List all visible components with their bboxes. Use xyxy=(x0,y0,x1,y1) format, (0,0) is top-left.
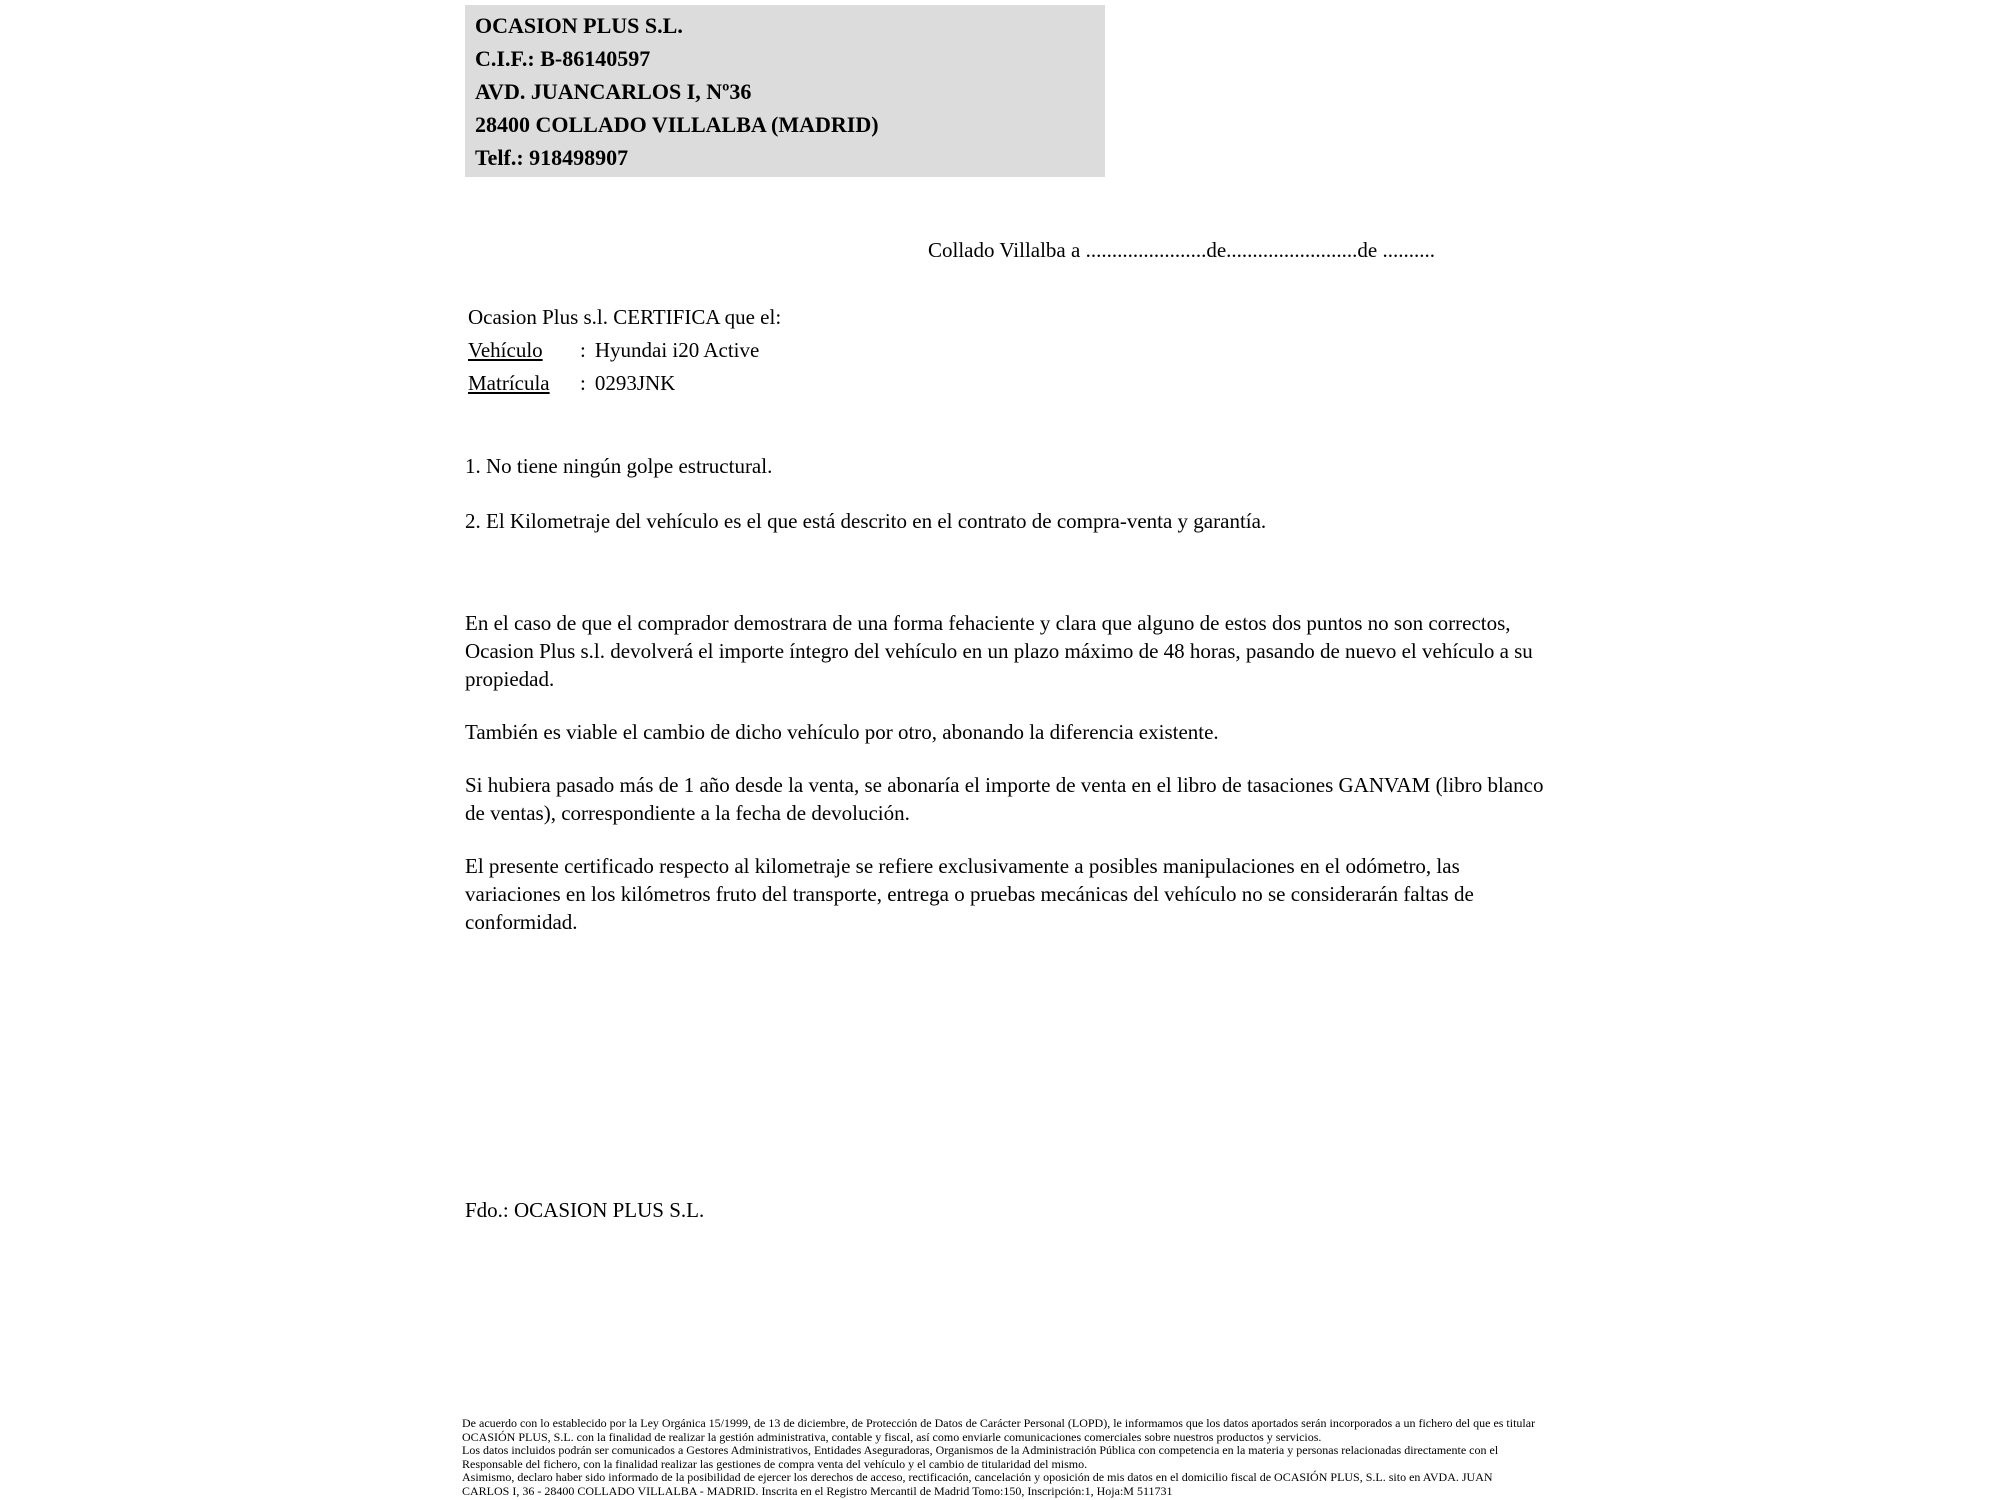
paragraph-odometer: El presente certificado respecto al kilometraje se refiere exclusivamente a posibles manipulaciones en el odómetro, las variaciones en los kilómetros fruto del transporte, entrega o pruebas mecánicas del vehículo no se considerarán faltas de conformidad. xyxy=(465,854,1474,934)
legal-line-1: De acuerdo con lo establecido por la Ley Orgánica 15/1999, de 13 de diciembre, de Protección de Datos de Carácter Personal (LOPD), le informamos que los datos aportados serán incorporados a un fichero del que es titular xyxy=(462,1416,1536,1430)
body-paragraphs xyxy=(465,609,1545,961)
legal-line-6: CARLOS I, 36 - 28400 COLLADO VILLALBA - MADRID. Inscrita en el Registro Mercantil de Madrid Tomo:150, Inscripción:1, Hoja:M 511731 xyxy=(462,1483,1173,1498)
legal-line-2: OCASIÓN PLUS, S.L. con la finalidad de realizar la gestión administrativa, contable y fiscal, así como enviarle comunicaciones comerciales sobre nuestros productos y servicios. xyxy=(462,1429,1322,1444)
vehicle-value: Hyundai i20 Active xyxy=(594,338,760,362)
clauses-list xyxy=(465,452,1555,562)
signature-line: Fdo.: OCASION PLUS S.L. xyxy=(465,1198,705,1222)
clause-structural: 1. No tiene ningún golpe estructural. xyxy=(465,454,773,478)
paragraph-ganvam: Si hubiera pasado más de 1 año desde la venta, se abonaría el importe de venta en el libro de tasaciones GANVAM (libro blanco de ventas), correspondiente a la fecha de devolución. xyxy=(465,773,1544,825)
company-letterhead xyxy=(465,5,1105,177)
legal-footer xyxy=(462,1417,1982,1499)
legal-line-3: Los datos incluidos podrán ser comunicados a Gestores Administrativos, Entidades Aseguradoras, Organismos de la Administración Pública con competencia en la materia y personas relacionadas directamente con el xyxy=(462,1443,1499,1458)
legal-line-4: Responsable del fichero, con la finalidad realizar las gestiones de compra venta del vehículo y el cambio de titularidad del mismo. xyxy=(462,1456,1088,1471)
company-address: AVD. JUANCARLOS I, Nº36 xyxy=(475,79,752,104)
plate-value: 0293JNK xyxy=(594,371,676,395)
certification-block xyxy=(468,301,781,400)
plate-separator: : xyxy=(580,371,586,395)
legal-line-5: Asimismo, declaro haber sido informado de la posibilidad de ejercer los derechos de acceso, rectificación, cancelación y oposición de mis datos en el domicilio fiscal de OCASIÓN PLUS, S.L. sito en AVDA. JUAN xyxy=(462,1470,1493,1485)
company-cif: C.I.F.: B-86140597 xyxy=(475,46,651,71)
clause-mileage: 2. El Kilometraje del vehículo es el que está descrito en el contrato de compra-venta y garantía. xyxy=(465,509,1267,533)
paragraph-refund: En el caso de que el comprador demostrara de una forma fehaciente y clara que alguno de estos dos puntos no son correctos, Ocasion Plus s.l. devolverá el importe íntegro del vehículo en un plazo máximo de 48 horas, pasando de nuevo el vehículo a su propiedad. xyxy=(465,611,1533,691)
plate-field xyxy=(468,367,781,400)
plate-label: Matrícula xyxy=(468,371,550,395)
certification-intro: Ocasion Plus s.l. CERTIFICA que el: xyxy=(468,305,782,329)
company-city: 28400 COLLADO VILLALBA (MADRID) xyxy=(475,112,879,137)
vehicle-field xyxy=(468,334,781,367)
company-phone: Telf.: 918498907 xyxy=(475,145,629,170)
vehicle-separator: : xyxy=(580,338,586,362)
date-line: Collado Villalba a .......................de.........................de .......... xyxy=(928,238,1435,262)
paragraph-exchange: También es viable el cambio de dicho vehículo por otro, abonando la diferencia existente. xyxy=(465,720,1219,744)
company-name: OCASION PLUS S.L. xyxy=(475,13,683,38)
vehicle-label: Vehículo xyxy=(468,338,543,362)
